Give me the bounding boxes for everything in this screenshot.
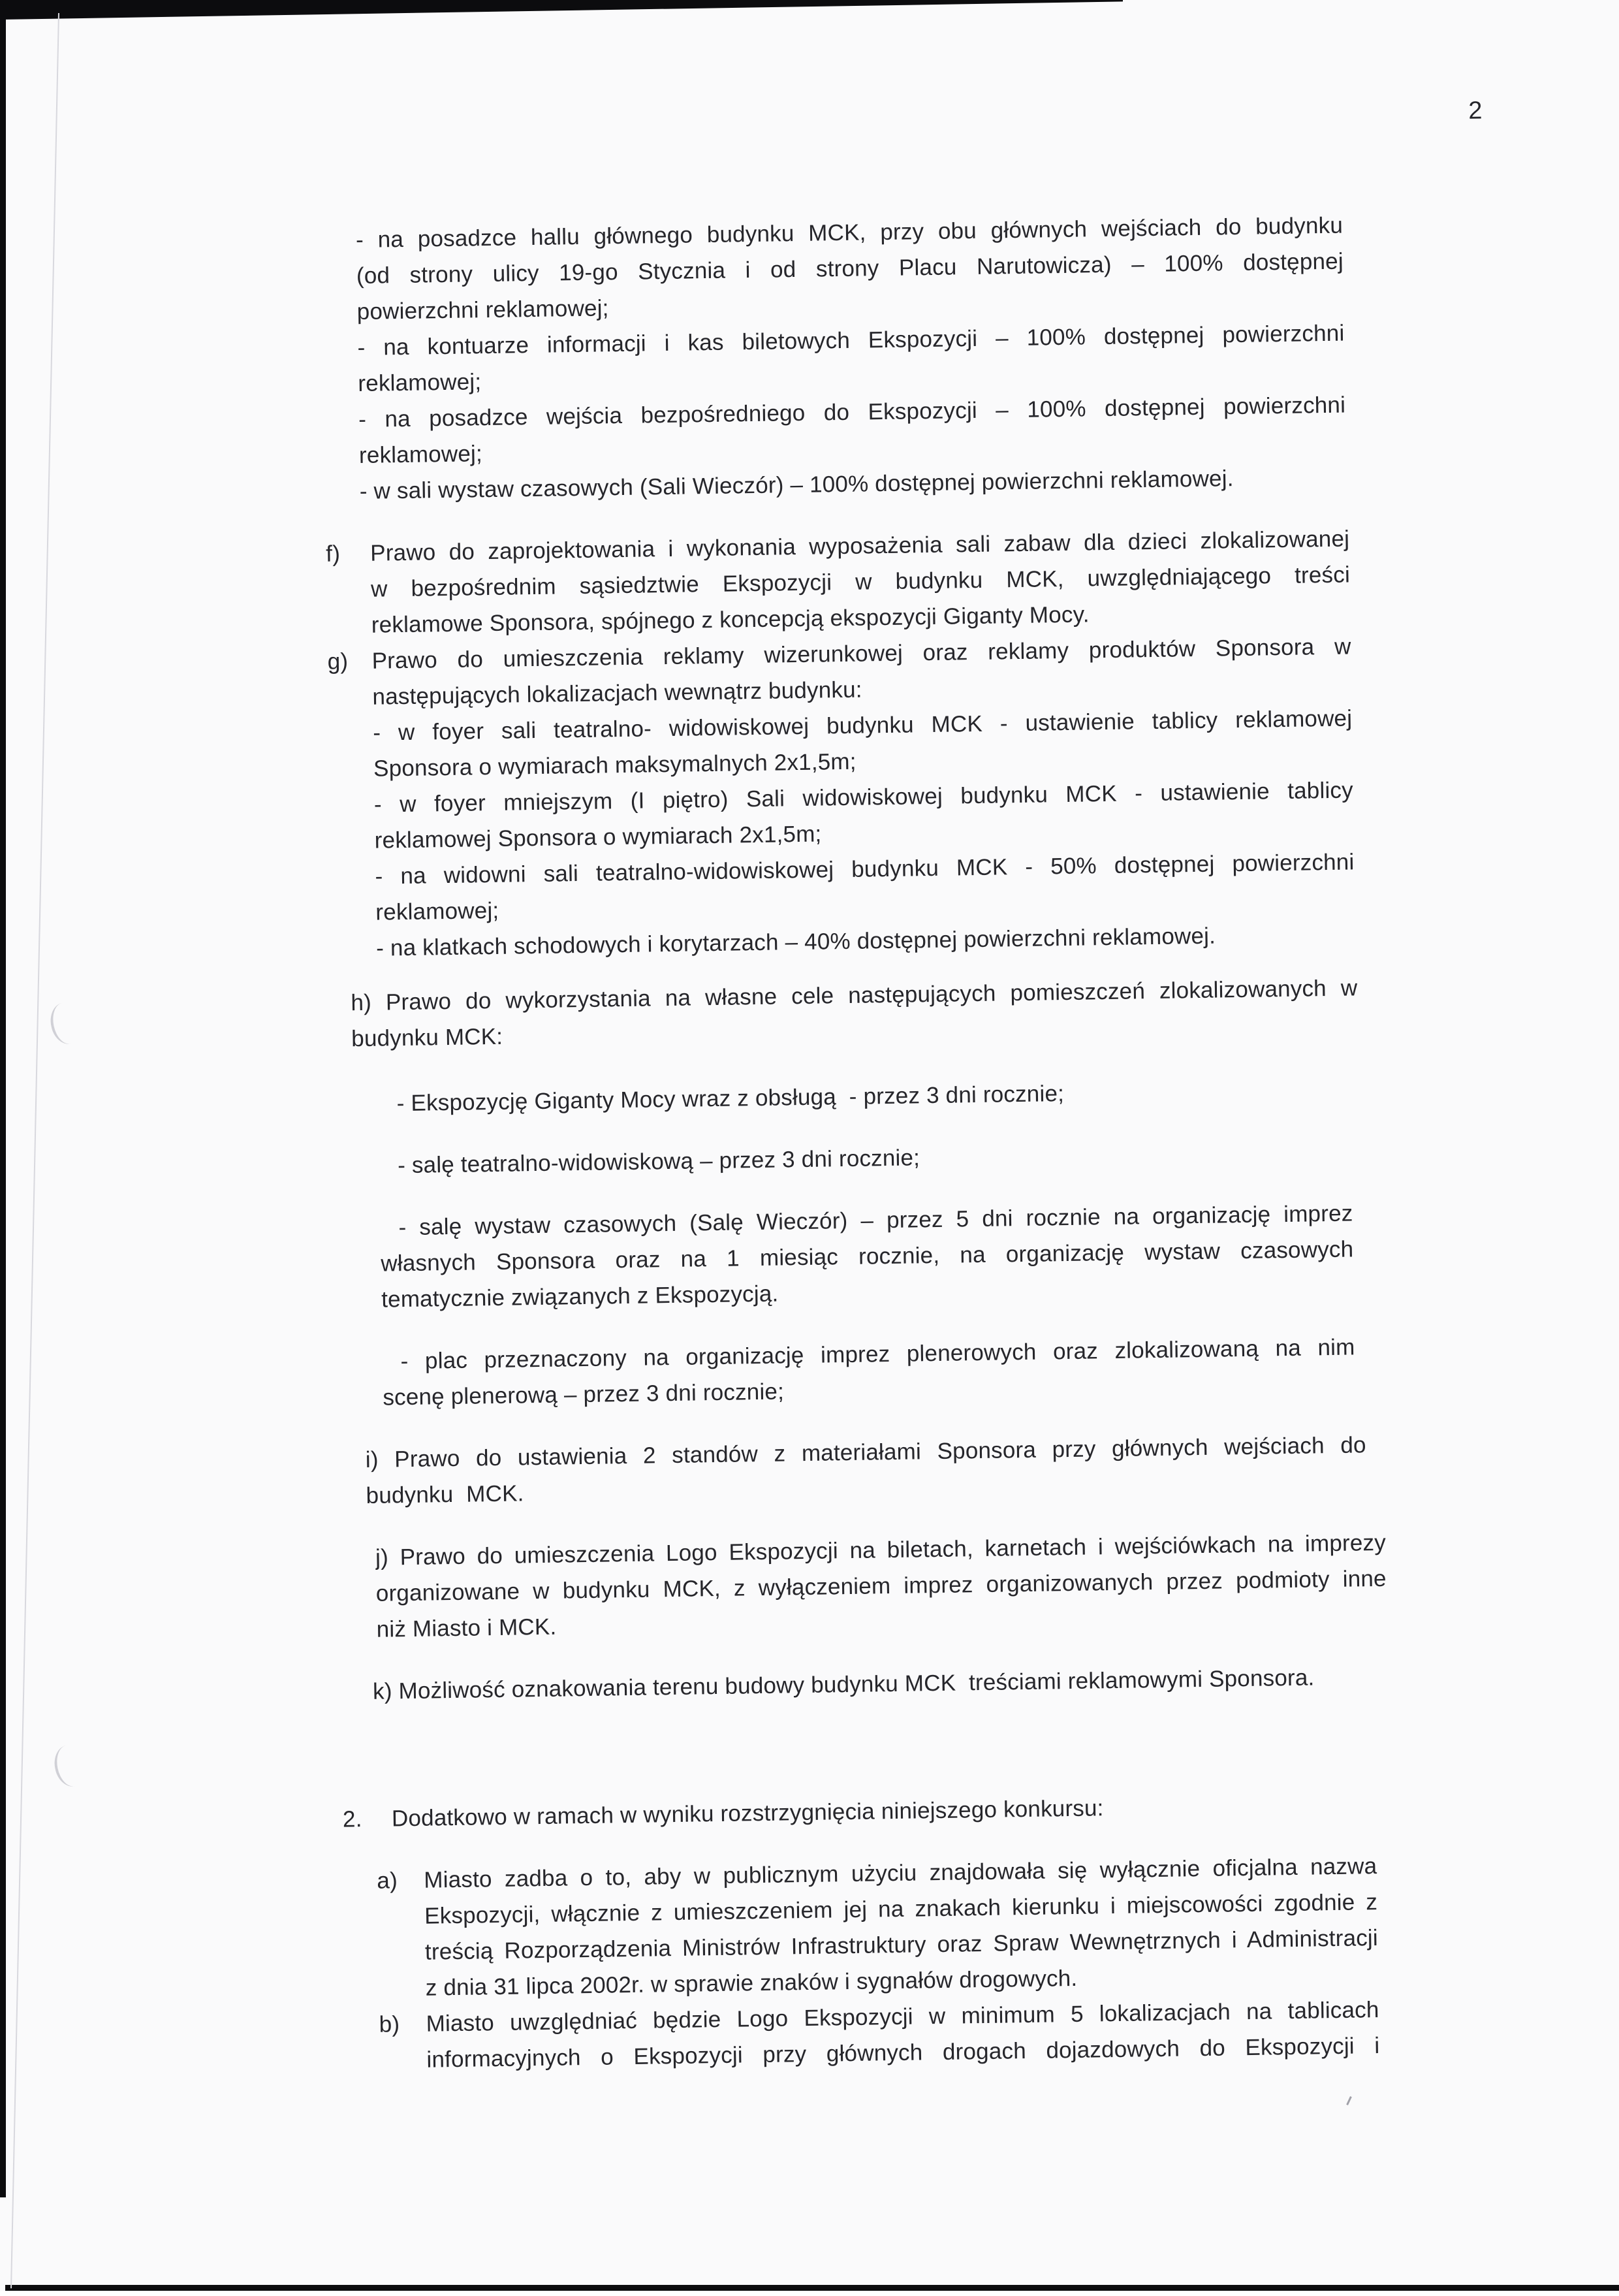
dash-item-line: - na kontuarze informacji i kas biletowych Ekspozycji – 100% dostępnej powierzchni <box>357 320 1345 360</box>
item-f-line: Prawo do zaprojektowania i wykonania wyposażenia sali zabaw dla dzieci zlokalizowanej <box>369 526 1350 566</box>
dash-item-line: - w sali wystaw czasowych (Sali Wieczór) – 100% dostępnej powierzchni reklamowej. <box>359 466 1234 504</box>
item-a-line: Ekspozycji, włącznie z umieszczeniem jej na znakach kierunku i miejscowości zgodnie z <box>424 1889 1378 1929</box>
dash-item-line: - na posadzce hallu głównego budynku MCK, przy obu głównych wejściach do budynku <box>355 212 1344 253</box>
item-f-line: w bezpośrednim sąsiedztwie Ekspozycji w budynku MCK, uwzględniającego treści <box>370 562 1351 602</box>
item-g-dash-line: reklamowej; <box>375 897 499 925</box>
item-a-line: treścią Rozporządzenia Ministrów Infrastruktury oraz Spraw Wewnętrznych i Administracji <box>424 1925 1379 1965</box>
item-h-dash-line: - Ekspozycję Giganty Mocy wraz z obsługą - przez 3 dni rocznie; <box>396 1081 1065 1117</box>
item-h-dash-line: tematycznie związanych z Ekspozycją. <box>381 1281 779 1313</box>
item-g-dash-line: - w foyer sali teatralno- widowiskowej budynku MCK - ustawienie tablicy reklamowej <box>373 705 1353 746</box>
dash-item-line: - na posadzce wejścia bezpośredniego do Ekspozycji – 100% dostępnej powierzchni <box>358 392 1346 432</box>
item-h-dash-line: - salę wystaw czasowych (Salę Wieczór) – przez 5 dni rocznie na organizację imprez <box>398 1200 1353 1241</box>
item-h-dash-line: - plac przeznaczony na organizację imprez plenerowych oraz zlokalizowaną na nim <box>400 1334 1355 1375</box>
dash-item-line: (od strony ulicy 19-go Stycznia i od strony Placu Narutowicza) – 100% dostępnej <box>356 248 1344 289</box>
item-g-line: następujących lokalizacjach wewnątrz budynku: <box>372 677 862 710</box>
item-g-dash-line: - na klatkach schodowych i korytarzach – 40% dostępnej powierzchni reklamowej. <box>375 923 1216 961</box>
item-f-line: reklamowe Sponsora, spójnego z koncepcją ekspozycji Giganty Mocy. <box>371 601 1090 638</box>
item-j-line: j) Prawo do umieszczenia Logo Ekspozycji na biletach, karnetach i wejściówkach na imprezy <box>375 1529 1387 1571</box>
dash-item-line: reklamowej; <box>358 441 483 468</box>
list-marker-g: g) <box>327 648 349 675</box>
dash-item-line: powierzchni reklamowej; <box>356 295 609 325</box>
item-g-dash-line: - na widowni sali teatralno-widowiskowej budynku MCK - 50% dostępnej powierzchni <box>375 849 1355 889</box>
item-b-line: Miasto uwzględniać będzie Logo Ekspozycji w minimum 5 lokalizacjach na tablicach <box>426 1997 1379 2037</box>
item-g-dash-line: reklamowej Sponsora o wymiarach 2x1,5m; <box>374 821 822 853</box>
item-h-dash-line: własnych Sponsora oraz na 1 miesiąc rocznie, na organizację wystaw czasowych <box>381 1236 1354 1277</box>
item-g-dash-line: - w foyer mniejszym (I piętro) Sali widowiskowej budynku MCK - ustawienie tablicy <box>373 777 1354 818</box>
item-j-line: niż Miasto i MCK. <box>376 1614 557 1642</box>
item-h-dash-line: scenę plenerową – przez 3 dni rocznie; <box>383 1379 785 1411</box>
list-marker-f: f) <box>325 541 341 567</box>
item-h-line: h) Prawo do wykorzystania na własne cele następujących pomieszczeń zlokalizowanych w <box>351 975 1358 1016</box>
page-number: 2 <box>1468 97 1483 125</box>
list-marker-a: a) <box>377 1868 398 1894</box>
item-h-dash-line: - salę teatralno-widowiskową – przez 3 dni rocznie; <box>397 1145 920 1179</box>
item-j-line: organizowane w budynku MCK, z wyłączeniem imprez organizowanych przez podmioty inne <box>375 1565 1387 1606</box>
item-2-line: Dodatkowo w ramach w wyniku rozstrzygnięcia niniejszego konkursu: <box>391 1795 1104 1832</box>
item-g-dash-line: Sponsora o wymiarach maksymalnych 2x1,5m; <box>373 748 857 782</box>
item-i-line: i) Prawo do ustawienia 2 standów z materiałami Sponsora przy głównych wejściach do <box>365 1432 1366 1473</box>
item-h-line: budynku MCK: <box>351 1023 503 1052</box>
item-g-line: Prawo do umieszczenia reklamy wizerunkowej oraz reklamy produktów Sponsora w <box>371 633 1351 674</box>
list-marker-2: 2. <box>342 1806 362 1832</box>
dash-item-line: reklamowej; <box>358 369 482 396</box>
item-k-line: k) Możliwość oznakowania terenu budowy budynku MCK treściami reklamowymi Sponsora. <box>372 1665 1315 1704</box>
item-a-line: z dnia 31 lipca 2002r. w sprawie znaków i sygnałów drogowych. <box>425 1965 1078 2001</box>
list-marker-b: b) <box>379 2011 400 2037</box>
item-b-line: informacyjnych o Ekspozycji przy głównych drogach dojazdowych do Ekspozycji i <box>426 2033 1380 2073</box>
item-i-line: budynku MCK. <box>366 1480 524 1508</box>
item-a-line: Miasto zadba o to, aby w publicznym użyciu znajdowała się wyłącznie oficjalna nazwa <box>424 1853 1377 1893</box>
